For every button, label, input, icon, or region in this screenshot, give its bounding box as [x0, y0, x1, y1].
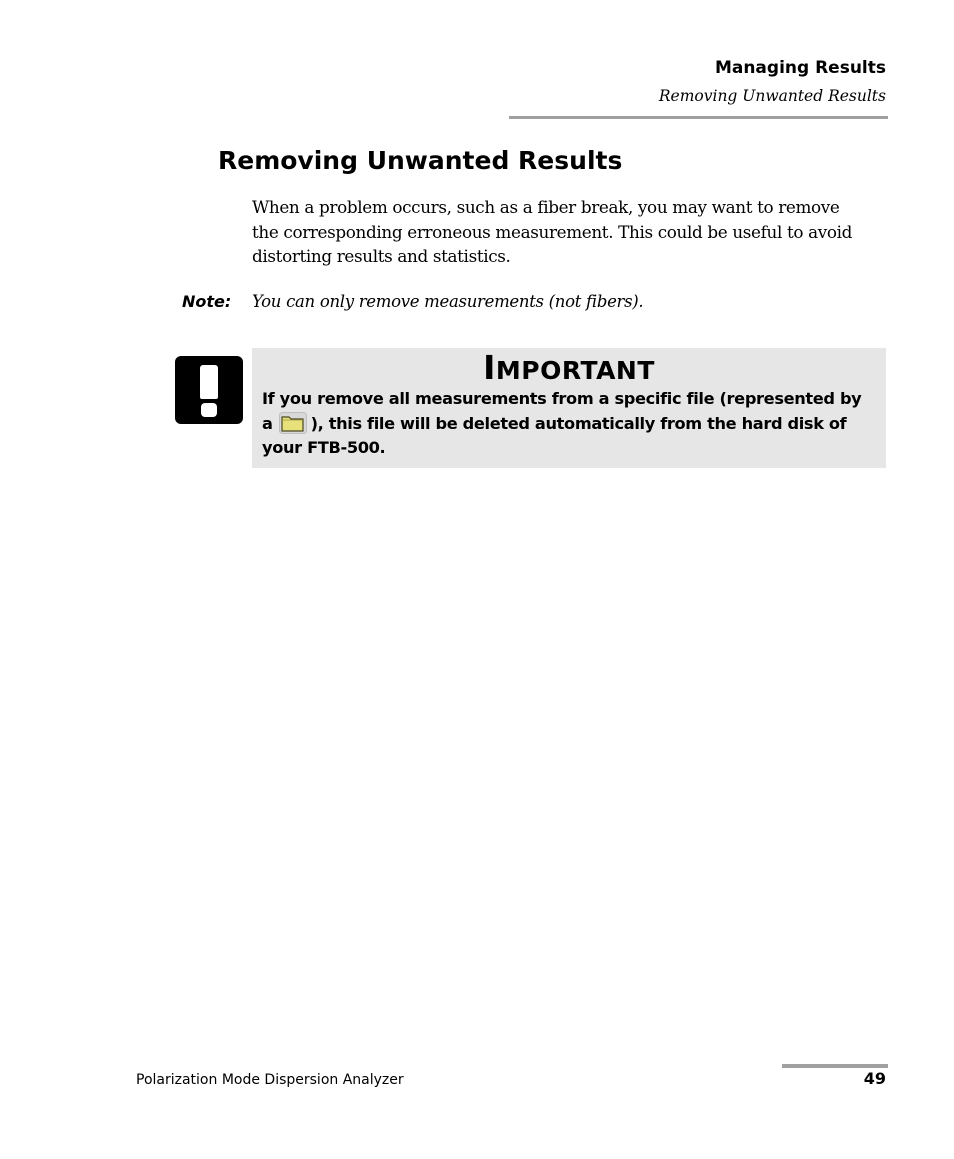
header-rule	[509, 116, 888, 119]
important-title	[252, 350, 886, 389]
footer-product-name: Polarization Mode Dispersion Analyzer	[136, 1072, 404, 1088]
exclamation-bar	[200, 365, 218, 399]
note-text: You can only remove measurements (not fibers).	[252, 292, 644, 311]
important-text	[262, 387, 880, 461]
important-title-rest: MPORTANT	[495, 356, 655, 385]
paragraph-line: When a problem occurs, such as a fiber break, you may want to remove	[252, 197, 840, 217]
chapter-title: Managing Results	[714, 58, 886, 78]
important-line-prefix: a	[262, 413, 273, 433]
body-paragraph	[252, 195, 892, 269]
exclamation-dot	[201, 403, 217, 417]
running-section-title: Removing Unwanted Results	[658, 87, 886, 105]
important-title-cap: I	[483, 348, 496, 387]
paragraph-line: distorting results and statistics.	[252, 246, 511, 266]
note-label: Note:	[182, 292, 232, 311]
paragraph-line: the corresponding erroneous measurement. This could be useful to avoid	[252, 221, 853, 242]
folder-icon	[279, 412, 307, 434]
section-title: Removing Unwanted Results	[218, 146, 623, 175]
important-line: If you remove all measurements from a specific file (represented by	[262, 389, 862, 408]
important-line-suffix: ), this file will be deleted automatically from the hard disk of	[310, 413, 847, 433]
page-number: 49	[863, 1069, 886, 1088]
running-header	[659, 56, 886, 108]
exclamation-icon	[175, 356, 243, 424]
important-box	[252, 348, 886, 468]
important-line: your FTB-500.	[262, 438, 386, 457]
